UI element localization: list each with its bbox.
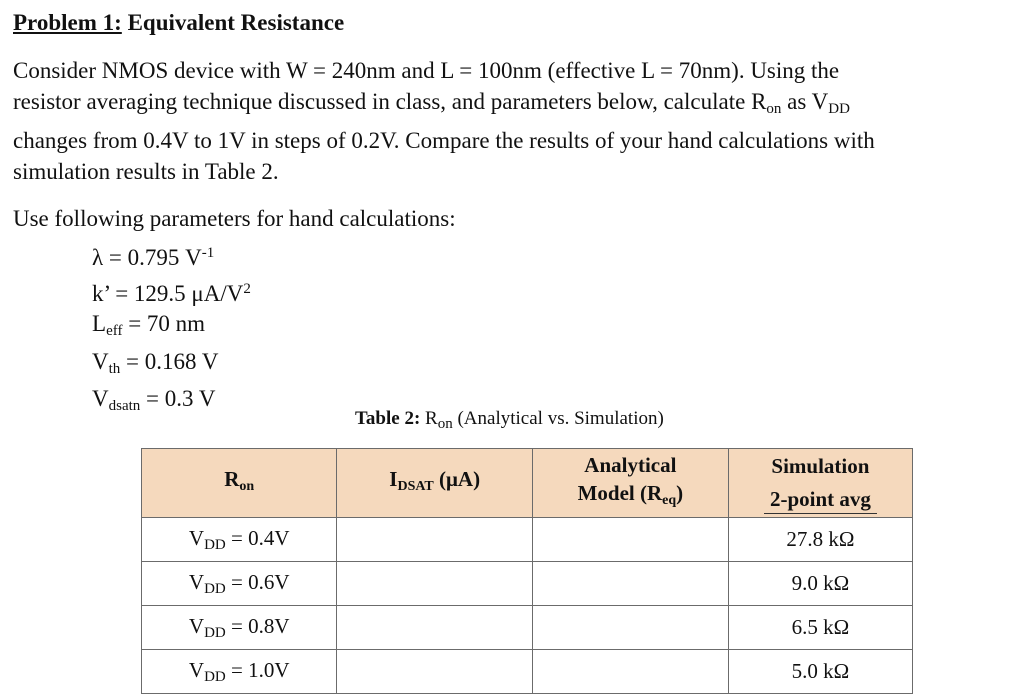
statement-line-3: changes from 0.4V to 1V in steps of 0.2V. Compare the results of your hand calculations with	[13, 128, 875, 153]
cell-text: V	[188, 657, 205, 682]
problem-statement	[13, 55, 1023, 187]
statement-text: as V	[781, 89, 829, 114]
cell-vdd	[142, 650, 337, 694]
param-text: = 70 nm	[122, 311, 206, 336]
header-text: R	[224, 467, 240, 491]
cell-analytical[interactable]	[532, 606, 728, 650]
header-simulation: Simulation	[728, 449, 912, 484]
statement-line-2	[13, 86, 1023, 125]
header-text: )	[676, 481, 684, 505]
header-text: Analytical	[584, 453, 677, 477]
subscript: on	[766, 101, 782, 117]
parameter-list	[92, 238, 251, 422]
table-row	[142, 518, 913, 562]
problem-number: Problem 1:	[13, 10, 122, 35]
caption-text: R	[420, 408, 438, 429]
subscript: dsatn	[108, 398, 141, 414]
param-leff	[92, 309, 251, 347]
cell-text: = 0.4V	[225, 525, 290, 550]
header-idsat	[337, 449, 532, 518]
problem-title: Equivalent Resistance	[127, 10, 345, 35]
param-vth	[92, 347, 251, 385]
cell-text: = 0.8V	[225, 613, 290, 638]
param-k-prime	[92, 274, 251, 310]
subscript: th	[108, 360, 121, 377]
cell-vdd	[142, 562, 337, 606]
param-text: k’ = 129.5 μA/V	[92, 280, 244, 306]
subscript: DD	[204, 580, 226, 597]
subscript: on	[239, 479, 255, 494]
results-table	[141, 448, 913, 694]
cell-text: = 1.0V	[225, 657, 290, 682]
header-simulation-sub	[728, 483, 912, 518]
cell-idsat[interactable]	[337, 606, 532, 650]
cell-simulation: 27.8 kΩ	[728, 518, 912, 562]
subscript: DD	[828, 101, 850, 117]
table-caption	[355, 408, 664, 433]
problem-heading	[13, 10, 344, 36]
cell-idsat[interactable]	[337, 562, 532, 606]
cell-text: V	[188, 525, 205, 550]
subscript: eq	[662, 493, 677, 508]
subscript: eff	[106, 323, 123, 339]
param-text: V	[92, 348, 109, 374]
cell-idsat[interactable]	[337, 518, 532, 562]
cell-vdd	[142, 518, 337, 562]
cell-analytical[interactable]	[532, 518, 728, 562]
param-vdsatn	[92, 384, 251, 422]
table-row	[142, 606, 913, 650]
cell-vdd	[142, 606, 337, 650]
cell-analytical[interactable]	[532, 650, 728, 694]
param-text: V	[92, 386, 109, 411]
table-body	[142, 518, 913, 694]
param-lambda	[92, 238, 251, 274]
cell-simulation: 9.0 kΩ	[728, 562, 912, 606]
header-text: 2-point avg	[764, 487, 877, 514]
param-text: L	[92, 311, 107, 336]
cell-idsat[interactable]	[337, 650, 532, 694]
header-analytical	[532, 449, 728, 518]
header-text: (μA)	[433, 467, 481, 491]
param-text: λ = 0.795 V	[92, 245, 202, 270]
caption-label: Table 2:	[355, 408, 421, 429]
superscript: 2	[243, 280, 251, 297]
header-text: I	[389, 467, 398, 491]
statement-text: resistor averaging technique discussed in class, and parameters below, calculate R	[13, 89, 767, 114]
cell-analytical[interactable]	[532, 562, 728, 606]
cell-simulation: 6.5 kΩ	[728, 606, 912, 650]
caption-text: (Analytical vs. Simulation)	[452, 408, 664, 429]
statement-line-1: Consider NMOS device with W = 240nm and L = 100nm (effective L = 70nm). Using the	[13, 58, 840, 83]
cell-text: = 0.6V	[225, 569, 290, 594]
superscript: -1	[201, 245, 215, 261]
cell-text: V	[188, 613, 205, 638]
table-row	[142, 562, 913, 606]
params-intro: Use following parameters for hand calculations:	[13, 206, 456, 231]
param-text: = 0.3 V	[140, 386, 216, 411]
header-ron	[142, 449, 337, 518]
subscript: DD	[204, 668, 226, 685]
subscript: DSAT	[397, 479, 434, 494]
header-text: Model (R	[577, 481, 663, 505]
param-text: = 0.168 V	[120, 348, 219, 374]
subscript: on	[437, 416, 453, 432]
cell-text: V	[188, 569, 205, 594]
statement-line-4: simulation results in Table 2.	[13, 159, 279, 184]
subscript: DD	[204, 536, 226, 553]
subscript: DD	[204, 624, 226, 641]
cell-simulation: 5.0 kΩ	[728, 650, 912, 694]
table-row	[142, 650, 913, 694]
